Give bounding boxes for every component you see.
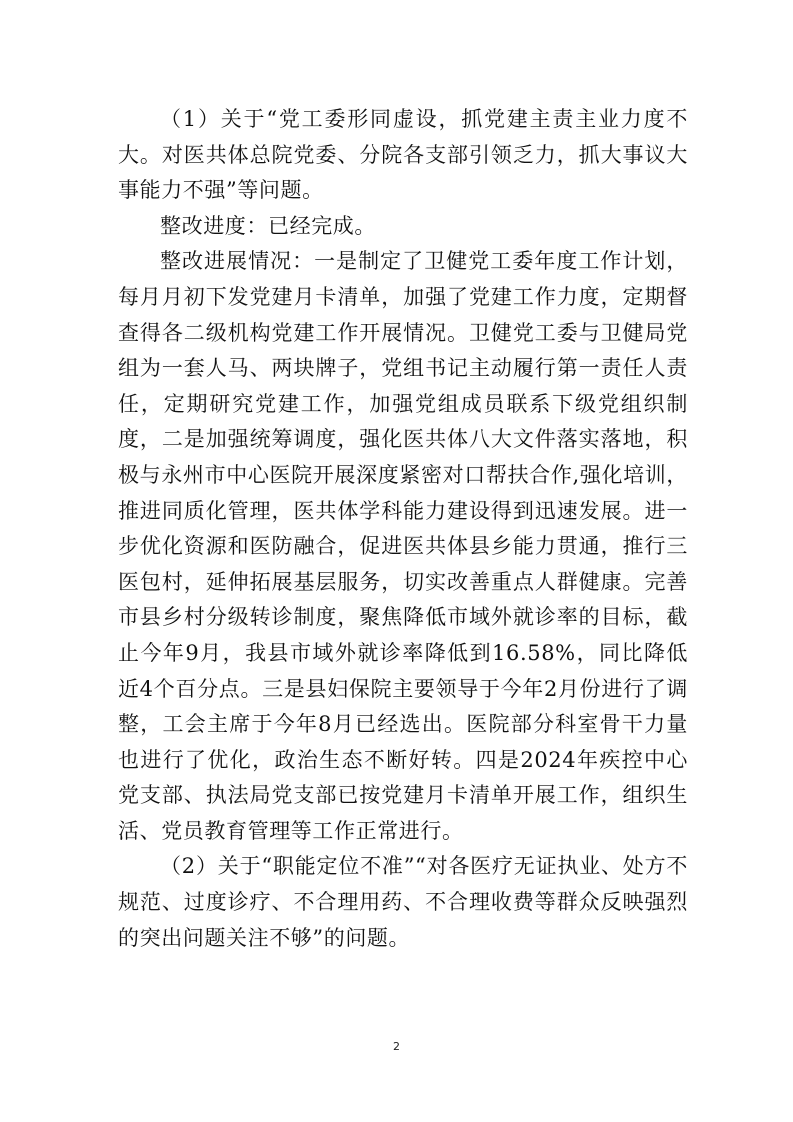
page-number: 2 — [393, 1040, 400, 1053]
paragraph-rectification-progress: 整改进度：已经完成。 — [160, 213, 376, 238]
paragraph-item-2-issue: （2）关于“职能定位不准”“对各医疗无证执业、处方不规范、过度诊疗、不合理用药、不合理收费等群众反映强烈的突出问题关注不够”的问题。 — [118, 854, 688, 950]
paragraph-item-1-issue: （1）关于“党工委形同虚设，抓党建主责主业力度不大。对医共体总院党委、分院各支部引领乏力，抓大事议大事能力不强”等问题。 — [118, 107, 688, 203]
document-body — [118, 102, 688, 956]
paragraph-rectification-details: 整改进展情况：一是制定了卫健党工委年度工作计划，每月月初下发党建月卡清单，加强了党建工作力度，定期督查得各二级机构党建工作开展情况。卫健党工委与卫健局党组为一套人马、两块牌子，党组书记主动履行第一责任人责任，定期研究党建工作，加强党组成员联系下级党组织制度，二是加强统筹调度，强化医共体八大文件落实落地，积极与永州市中心医院开展深度紧密对口帮扶合作,强化培训，推进同质化管理，医共体学科能力建设得到迅速发展。进一步优化资源和医防融合，促进医共体县乡能力贯通，推行三医包村，延伸拓展基层服务，切实改善重点人群健康。完善市县乡村分级转诊制度，聚焦降低市域外就诊率的目标，截止今年9月，我县市域外就诊率降低到16.58%，同比降低近4个百分点。三是县妇保院主要领导于今年2月份进行了调整，工会主席于今年8月已经选出。医院部分科室骨干力量也进行了优化，政治生态不断好转。四是2024年疾控中心党支部、执法局党支部已按党建月卡清单开展工作，组织生活、党员教育管理等工作正常进行。 — [118, 249, 688, 843]
